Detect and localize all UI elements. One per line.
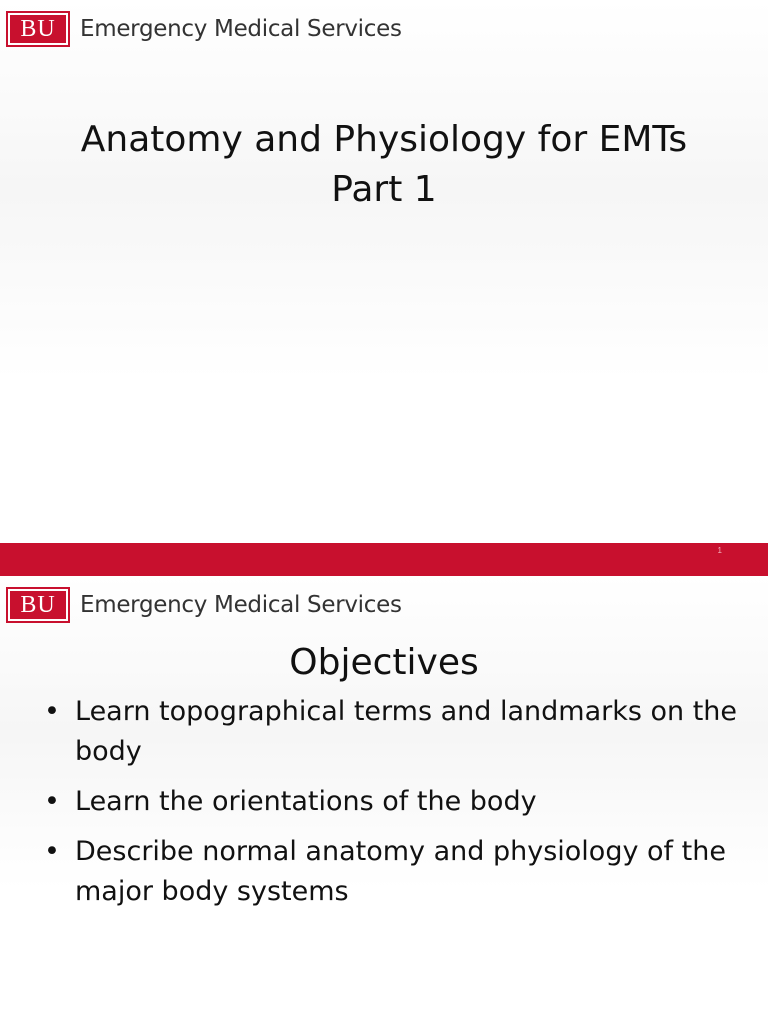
objectives-title: Objectives: [289, 642, 479, 683]
bullet-marker: •: [44, 786, 60, 817]
bu-logo: [6, 587, 70, 623]
slide-header: [6, 11, 402, 47]
list-item: [44, 692, 744, 772]
title-line-2: Part 1: [331, 169, 437, 210]
objectives-list: [44, 692, 744, 922]
slide-header: [6, 587, 402, 623]
title-line-1: Anatomy and Physiology for EMTs: [80, 119, 688, 160]
bu-logo: [6, 11, 70, 47]
slide-footer-bar: [0, 543, 768, 576]
organization-name: Emergency Medical Services: [80, 592, 402, 618]
bullet-marker: •: [44, 836, 60, 867]
bullet-text: Describe normal anatomy and physiology of the major body systems: [75, 836, 726, 907]
slide-title: [0, 115, 768, 215]
logo-text: BU: [20, 16, 56, 42]
bullet-marker: •: [44, 696, 60, 727]
list-item: [44, 832, 744, 912]
slide-number: 1: [717, 546, 722, 555]
bullet-text: Learn topographical terms and landmarks on the body: [75, 696, 738, 767]
bullet-text: Learn the orientations of the body: [75, 786, 537, 817]
organization-name: Emergency Medical Services: [80, 16, 402, 42]
logo-text: BU: [20, 592, 56, 618]
list-item: [44, 782, 744, 822]
